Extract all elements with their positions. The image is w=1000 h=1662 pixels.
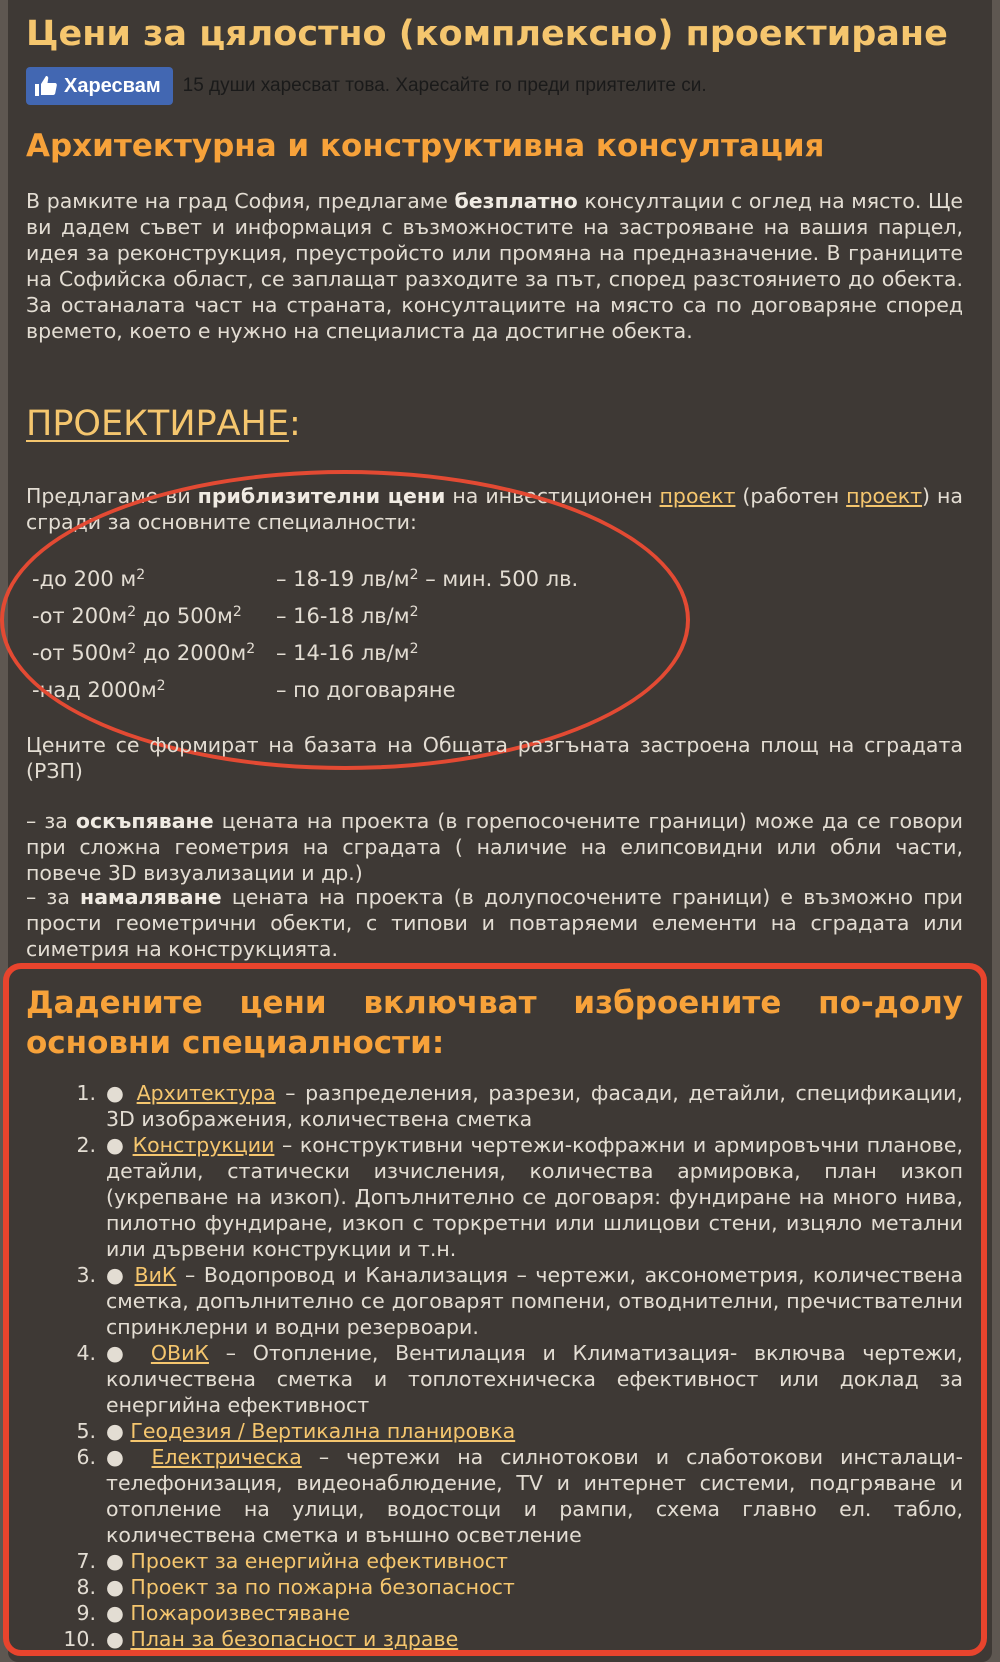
list-item: 2. ● Конструкции – конструктивни чертежи-кофражни и армировъчни планове, детайли, статически изчисления, количества армировка, план изкоп (укрепване на изкоп). Допълнително се договаря: фундиране на много нива, пилотно фундиране, изкоп с торкретни или шлицови стени, изцяло метални или дървени конструкции и т.н. bbox=[76, 1133, 963, 1261]
list-item: 3. ● ВиК – Водопровод и Канализация – чертежи, аксонометрия, количествена сметка, допълнително се договарят помпени, отводнителни, пречиствателни спринклерни и водни резервоари. bbox=[76, 1263, 964, 1339]
electrical-link[interactable]: Електрическа bbox=[151, 1445, 302, 1469]
ovik-link[interactable]: ОВиК bbox=[150, 1341, 209, 1365]
design-offer-paragraph: Предлагаме ви приблизителни цени на инвестиционен проект (работен проект) на сгради за основните специалности: bbox=[26, 484, 963, 534]
consultation-paragraph: В рамките на град София, предлагаме безплатно консултации с оглед на място. Ще ви дадем съвет и информация с възможностите на застрояване на вашия парцел, идея за реконструкция, преустройсто или промяна на предназначение. В границите на Софийска област, се заплащат разходите за път, според разстоянието до обекта. За останалата част на страната, консултациите на място са по договаряне според времето, което е нужно на специалиста да достигне обекта. bbox=[26, 189, 964, 343]
list-item: 7. ● Проект за енергийна ефективност bbox=[76, 1549, 508, 1573]
facebook-like-count-text: 15 души харесват това. Харесайте го преди приятелите си. bbox=[182, 75, 707, 96]
price-decrease-note: – за намаляване цената на проекта (в долупосочените граници) е възможно при прости геометрични обекти, с типови и повтаряеми елементи на сградата или симетрия на конструкцията. bbox=[26, 885, 963, 961]
architecture-link[interactable]: Архитектура bbox=[136, 1081, 276, 1105]
thumbs-up-icon bbox=[34, 74, 58, 98]
list-item: 10. ● План за безопасност и здраве bbox=[63, 1627, 459, 1651]
facebook-like-button[interactable] bbox=[26, 67, 173, 105]
list-item: 4. ● ОВиК – Отопление, Вентилация и Климатизация- включва чертежи, количествена сметка и топлотехническа ефективност или доклад за енергийна ефективност bbox=[76, 1341, 963, 1417]
price-basis-paragraph: Цените се формират на базата на Общата разгъната застроена площ на сградата (РЗП) bbox=[26, 733, 963, 783]
working-project-link[interactable]: проект bbox=[846, 484, 923, 508]
price-increase-note: – за оскъпяване цената на проекта (в горепосочените граници) може да се говори при сложна геометрия на сградата ( наличие на елипсовидни или обли части, повече 3D визуализации и др.) bbox=[26, 809, 963, 885]
design-heading: ПРОЕКТИРАНЕ: bbox=[26, 404, 301, 444]
facebook-like-label: Харесвам bbox=[64, 74, 161, 97]
constructions-link[interactable]: Конструкции bbox=[132, 1133, 275, 1157]
price-row: -от $500м^2$ до $2000м^2$ – 14-16 $лв/м^2$ bbox=[32, 640, 419, 665]
free-emphasis: безплатно bbox=[454, 189, 578, 213]
safety-plan-link[interactable]: План за безопасност и здраве bbox=[130, 1627, 459, 1651]
vik-link[interactable]: ВиК bbox=[134, 1263, 177, 1287]
list-item: 1. ● Архитектура – разпределения, разрези, фасади, детайли, спецификации, 3D изображения, количествена сметка bbox=[76, 1081, 964, 1131]
project-link[interactable]: проект bbox=[659, 484, 736, 508]
list-item: 6. ● Електрическа – чертежи на силнотокови и слаботокови инсталаци- телефонизация, видеонаблюдение, TV и интернет системи, подгряване и отопление на улици, водостоци и рампи, схема главно ел. табло, количествена сметка и външно осветление bbox=[76, 1445, 963, 1547]
specialties-list bbox=[63, 1080, 964, 1652]
list-item: 5. ● Геодезия / Вертикална планировка bbox=[76, 1419, 516, 1443]
list-item: 9. ● Пожароизвестяване bbox=[76, 1601, 351, 1625]
price-table bbox=[32, 560, 578, 708]
page-title: Цени за цялостно (комплексно) проектиране bbox=[26, 14, 948, 54]
consultation-heading: Архитектурна и конструктивна консултация bbox=[26, 128, 825, 164]
list-item: 8. ● Проект за по пожарна безопасност bbox=[76, 1575, 515, 1599]
price-row: -от $200м^2$ до $500м^2$ – 16-18 $лв/м^2$ bbox=[32, 603, 419, 628]
price-row: -над $2000м^2$ – по договаряне bbox=[32, 677, 456, 702]
included-specialties-heading: Дадените цени включват изброените по-долу основни специалности: bbox=[26, 985, 963, 1061]
geodesy-link[interactable]: Геодезия / Вертикална планировка bbox=[130, 1419, 516, 1443]
price-row: -до 200 $м^2$ – 18-19 $лв/м^2$ – мин. 500 лв. bbox=[32, 566, 579, 591]
facebook-like-row bbox=[26, 67, 707, 105]
